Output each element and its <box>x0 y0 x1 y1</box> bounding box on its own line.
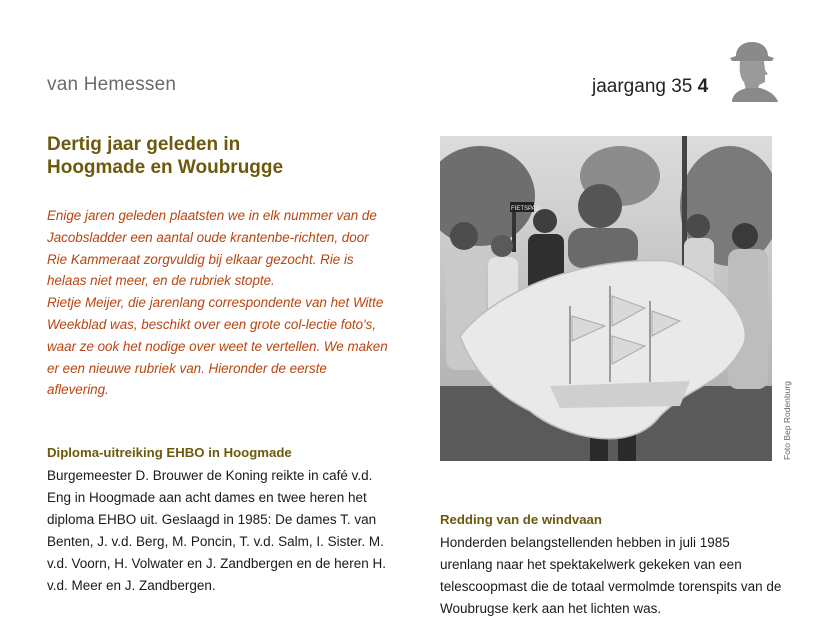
intro-text <box>47 205 392 401</box>
section2-paragraph: Honderden belangstellenden hebben in juli 1985 urenlang naar het spektakelwerk gekeken van een telescoopmast die de totaal vermolmde torenspits van de Woubrugse kerk aan het lichten was. <box>440 535 782 616</box>
section2-body <box>440 532 785 620</box>
section1-body <box>47 465 392 597</box>
title-line-2: Hoogmade en Woubrugge <box>47 157 284 178</box>
intro-paragraph-1: Enige jaren geleden plaatsten we in elk nummer van de Jacobsladder een aantal oude krantenbe-richten, door Rie Kammeraat zorgvuldig bij elkaar gezocht. Rie is helaas niet meer, en de rubriek stopte. <box>47 208 377 289</box>
title-line-1: Dertig jaar geleden in <box>47 134 241 155</box>
intro-paragraph-2: Rietje Meijer, die jarenlang correspondente van het Witte Weekblad was, beschikt over een grote col-lectie foto's, waar ze ook het nodige over weet te vertellen. We maken er een nieuwe rubriek van. Hieronder de eerste aflevering. <box>47 295 388 398</box>
magazine-section-name: van Hemessen <box>47 74 177 95</box>
section2-heading: Redding van de windvaan <box>440 512 602 527</box>
fietspad-sign: FIETSPAD <box>511 206 540 212</box>
man-with-hat-silhouette-icon <box>722 38 782 102</box>
issue-label <box>592 76 708 98</box>
page-number: 4 <box>697 76 709 97</box>
article-title <box>47 133 387 179</box>
volume-label: jaargang 35 <box>592 76 693 97</box>
section1-paragraph: Burgemeester D. Brouwer de Koning reikte in café v.d. Eng in Hoogmade aan acht dames en twee heren het diploma EHBO uit. Geslaagd in 1985: De dames T. van Benten, J. v.d. Berg, M. Poncin, T. v.d. Salm, I. Sister. M. v.d. Voorn, H. Volwater en J. Zandbergen en de heren H. v.d. Meer en J. Zandbergen. <box>47 468 386 593</box>
news-photo <box>440 136 772 461</box>
section1-heading: Diploma-uitreiking EHBO in Hoogmade <box>47 445 292 460</box>
photo-credit: Foto Bep Rodenburg <box>782 381 792 460</box>
